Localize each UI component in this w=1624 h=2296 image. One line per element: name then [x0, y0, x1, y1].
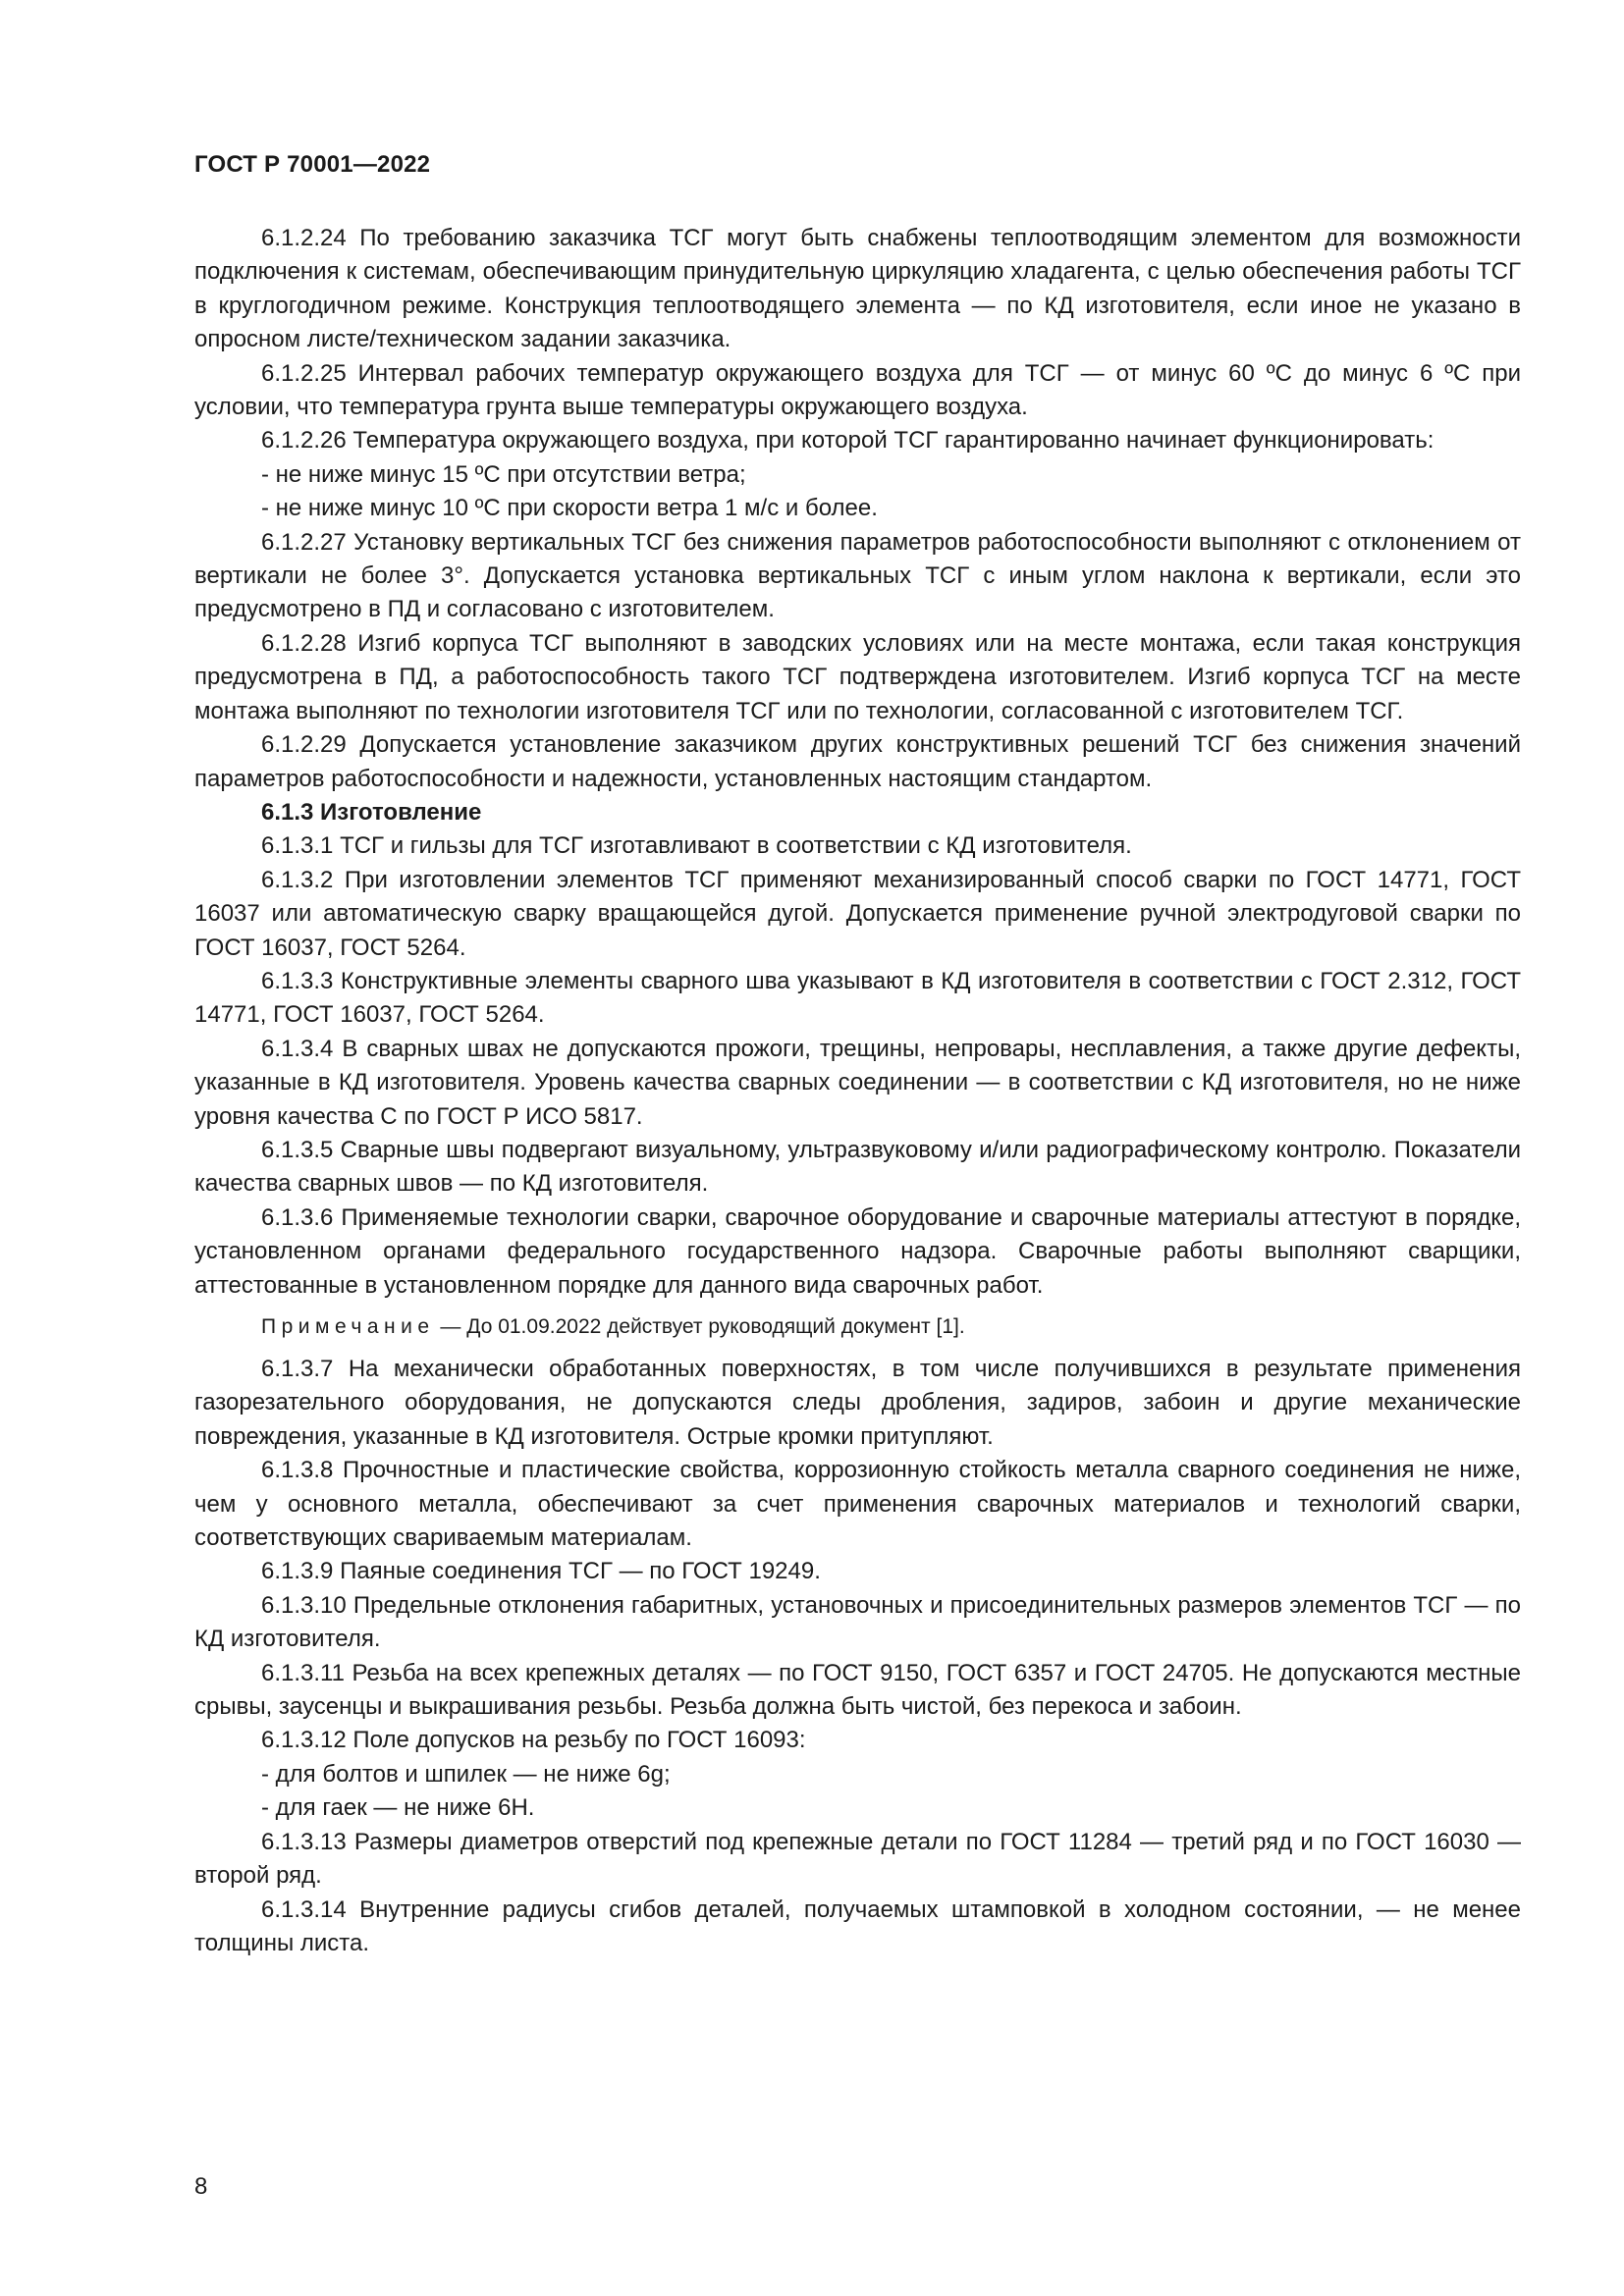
- paragraph-6-1-2-24: 6.1.2.24 По требованию заказчика ТСГ могут быть снабжены теплоотводящим элементом для возможности подключения к системам, обеспечивающим принудительную циркуляцию хладагента, с целью обеспечения работы ТСГ в круглогодичном режиме. Конструкция теплоотводящего элемента — по КД изготовителя, если иное не указано в опросном листе/техническом задании заказчика.: [194, 225, 1521, 353]
- list-item-no-wind: - не ниже минус 15 ºС при отсутствии ветра;: [261, 460, 746, 488]
- paragraph-6-1-3-9: 6.1.3.9 Паяные соединения ТСГ — по ГОСТ 19249.: [261, 1558, 821, 1585]
- paragraph-6-1-3-2: 6.1.3.2 При изготовлении элементов ТСГ применяют механизированный способ сварки по ГОСТ 14771, ГОСТ 16037 или автоматическую сварку вращающейся дугой. Допускается применение ручной электродуговой сварки по ГОСТ 16037, ГОСТ 5264.: [194, 866, 1521, 961]
- paragraph-6-1-2-25: 6.1.2.25 Интервал рабочих температур окружающего воздуха для ТСГ — от минус 60 ºС до минус 6 ºС при условии, что температура грунта выше температуры окружающего воздуха.: [194, 359, 1521, 421]
- list-item-wind: - не ниже минус 10 ºС при скорости ветра 1 м/с и более.: [261, 495, 878, 522]
- paragraph-6-1-2-27: 6.1.2.27 Установку вертикальных ТСГ без снижения параметров работоспособности выполняют с отклонением от вертикали не более 3°. Допускается установка вертикальных ТСГ с иным углом наклона к вертикали, если это предусмотрено в ПД и согласовано с изготовителем.: [194, 528, 1521, 623]
- paragraph-6-1-3-3: 6.1.3.3 Конструктивные элементы сварного шва указывают в КД изготовителя в соответствии с ГОСТ 2.312, ГОСТ 14771, ГОСТ 16037, ГОСТ 5264.: [194, 967, 1521, 1029]
- paragraph-6-1-3-11: 6.1.3.11 Резьба на всех крепежных деталях — по ГОСТ 9150, ГОСТ 6357 и ГОСТ 24705. Не допускаются местные срывы, заусенцы и выкрашивания резьбы. Резьба должна быть чистой, без перекоса и забоин.: [194, 1659, 1521, 1721]
- document-body: [194, 222, 1521, 1960]
- paragraph-6-1-3-12: 6.1.3.12 Поле допусков на резьбу по ГОСТ 16093:: [261, 1727, 806, 1754]
- page-number: 8: [194, 2173, 208, 2200]
- list-item-nuts: - для гаек — не ниже 6Н.: [261, 1794, 535, 1822]
- document-header: ГОСТ Р 70001—2022: [194, 151, 431, 178]
- note-label: Примечание: [261, 1315, 435, 1338]
- paragraph-6-1-3-6: 6.1.3.6 Применяемые технологии сварки, сварочное оборудование и сварочные материалы аттестуют в порядке, установленном органами федерального государственного надзора. Сварочные работы выполняют сварщики, аттестованные в установленном порядке для данного вида сварочных работ.: [194, 1203, 1521, 1299]
- paragraph-6-1-2-29: 6.1.2.29 Допускается установление заказчиком других конструктивных решений ТСГ без снижения значений параметров работоспособности и надежности, установленных настоящим стандартом.: [194, 731, 1521, 792]
- note: [194, 1312, 1521, 1342]
- paragraph-6-1-3-7: 6.1.3.7 На механически обработанных поверхностях, в том числе получившихся в результате применения газорезательного оборудования, не допускаются следы дробления, задиров, забоин и другие механические повреждения, указанные в КД изготовителя. Острые кромки притупляют.: [194, 1356, 1521, 1450]
- section-heading-6-1-3: 6.1.3 Изготовление: [261, 798, 482, 826]
- paragraph-6-1-3-1: 6.1.3.1 ТСГ и гильзы для ТСГ изготавливают в соответствии с КД изготовителя.: [261, 832, 1132, 860]
- paragraph-6-1-3-8: 6.1.3.8 Прочностные и пластические свойства, коррозионную стойкость металла сварного соединения не ниже, чем у основного металла, обеспечивают за счет применения сварочных материалов и технологий сварки, соответствующих свариваемым материалам.: [194, 1457, 1521, 1552]
- paragraph-6-1-2-28: 6.1.2.28 Изгиб корпуса ТСГ выполняют в заводских условиях или на месте монтажа, если такая конструкция предусмотрена в ПД, а работоспособность такого ТСГ подтверждена изготовителем. Изгиб корпуса ТСГ на месте монтажа выполняют по технологии изготовителя ТСГ или по технологии, согласованной с изготовителем ТСГ.: [194, 629, 1521, 724]
- paragraph-6-1-3-13: 6.1.3.13 Размеры диаметров отверстий под крепежные детали по ГОСТ 11284 — третий ряд и по ГОСТ 16030 — второй ряд.: [194, 1828, 1521, 1890]
- paragraph-6-1-3-10: 6.1.3.10 Предельные отклонения габаритных, установочных и присоединительных размеров элементов ТСГ — по КД изготовителя.: [194, 1591, 1521, 1653]
- note-text: — До 01.09.2022 действует руководящий документ [1].: [434, 1315, 965, 1338]
- paragraph-6-1-3-5: 6.1.3.5 Сварные швы подвергают визуальному, ультразвуковому и/или радиографическому контролю. Показатели качества сварных швов — по КД изготовителя.: [194, 1136, 1521, 1198]
- paragraph-6-1-2-26: 6.1.2.26 Температура окружающего воздуха, при которой ТСГ гарантированно начинает функционировать:: [261, 427, 1435, 454]
- paragraph-6-1-3-4: 6.1.3.4 В сварных швах не допускаются прожоги, трещины, непровары, несплавления, а также другие дефекты, указанные в КД изготовителя. Уровень качества сварных соединении — в соответствии с КД изготовителя, но не ниже уровня качества С по ГОСТ Р ИСО 5817.: [194, 1035, 1521, 1130]
- paragraph-6-1-3-14: 6.1.3.14 Внутренние радиусы сгибов деталей, получаемых штамповкой в холодном состоянии, — не менее толщины листа.: [194, 1896, 1521, 1956]
- list-item-bolts: - для болтов и шпилек — не ниже 6g;: [261, 1760, 671, 1788]
